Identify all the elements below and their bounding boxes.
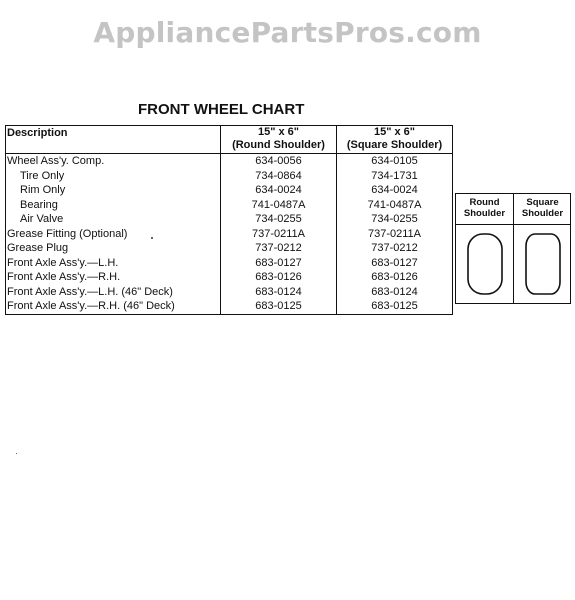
table-row	[6, 285, 453, 300]
cell-square-shoulder: 741-0487A	[367, 198, 422, 211]
header-round-size: 15" x 6"	[257, 126, 299, 138]
cell-square-shoulder: 734-1731	[371, 169, 418, 182]
cell-description: Bearing	[6, 198, 221, 213]
round-label-line-1: Round	[469, 197, 500, 208]
cell-round-shoulder: 683-0125	[221, 299, 337, 314]
header-square-size: 15" x 6"	[373, 126, 415, 138]
square-label-line-2: Shoulder	[521, 208, 564, 219]
cell-square-shoulder: 734-0255	[371, 213, 418, 225]
shoulder-diagram	[455, 193, 571, 304]
cell-description: Front Axle Ass'y.—L.H.	[6, 256, 221, 271]
table-row	[6, 212, 453, 227]
cell-description: Front Axle Ass'y.—R.H.	[6, 270, 221, 285]
cell-round-shoulder: 737-0212	[221, 241, 337, 256]
table-row	[6, 154, 453, 169]
cell-round-shoulder: 741-0487A	[221, 198, 337, 213]
cell-round-shoulder: 683-0127	[221, 256, 337, 271]
speck-mark	[151, 237, 153, 239]
header-round-shoulder	[221, 126, 337, 154]
table-row	[6, 299, 453, 314]
header-round-type: (Round Shoulder)	[232, 139, 325, 151]
cell-square-shoulder: 683-0125	[371, 300, 418, 312]
table-header-row	[6, 126, 453, 154]
header-square-type: (Square Shoulder)	[346, 139, 443, 151]
cell-description: Front Axle Ass'y.—L.H. (46" Deck)	[6, 285, 221, 300]
cell-square-shoulder: 634-0105	[371, 155, 418, 167]
table-row	[6, 241, 453, 256]
cell-round-shoulder: 737-0211A	[221, 227, 337, 242]
table-row	[6, 198, 453, 213]
cell-square-shoulder: 737-0212	[371, 242, 418, 254]
table-body	[6, 154, 453, 315]
cell-square-shoulder: 683-0124	[371, 285, 418, 298]
cell-description: Air Valve	[6, 212, 221, 227]
cell-round-shoulder: 634-0056	[221, 154, 337, 169]
watermark: AppliancePartsPros.com	[93, 16, 482, 49]
cell-square-shoulder: 634-0024	[371, 184, 418, 196]
round-shoulder-tire-icon	[466, 232, 504, 296]
cell-description: Grease Fitting (Optional)	[6, 227, 221, 242]
header-square-shoulder	[337, 126, 453, 154]
cell-round-shoulder: 734-0255	[221, 212, 337, 227]
table-row	[6, 169, 453, 184]
cell-round-shoulder: 683-0124	[221, 285, 337, 300]
table-row	[6, 183, 453, 198]
header-description: Description	[6, 126, 221, 154]
chart-title: FRONT WHEEL CHART	[138, 101, 305, 118]
cell-round-shoulder: 734-0864	[221, 169, 337, 184]
cell-description: Wheel Ass'y. Comp.	[6, 154, 221, 169]
round-label-line-2: Shoulder	[463, 208, 506, 219]
cell-round-shoulder: 634-0024	[221, 183, 337, 198]
cell-square-shoulder: 683-0126	[371, 271, 418, 283]
table-row	[6, 256, 453, 271]
round-shoulder-label	[456, 197, 513, 219]
front-wheel-chart-table	[5, 125, 453, 315]
cell-description: Grease Plug	[6, 241, 221, 256]
square-shoulder-label	[514, 197, 571, 219]
cell-description: Front Axle Ass'y.—R.H. (46" Deck)	[6, 299, 221, 314]
table-row	[6, 270, 453, 285]
cell-description: Tire Only	[6, 169, 221, 184]
square-label-line-1: Square	[526, 197, 559, 208]
table-row	[6, 227, 453, 242]
speck-mark	[16, 453, 17, 454]
cell-round-shoulder: 683-0126	[221, 270, 337, 285]
square-shoulder-tire-icon	[524, 232, 562, 296]
cell-square-shoulder: 683-0127	[371, 256, 418, 269]
diagram-divider-horizontal	[456, 224, 570, 225]
cell-description: Rim Only	[6, 183, 221, 198]
cell-square-shoulder: 737-0211A	[367, 227, 421, 240]
